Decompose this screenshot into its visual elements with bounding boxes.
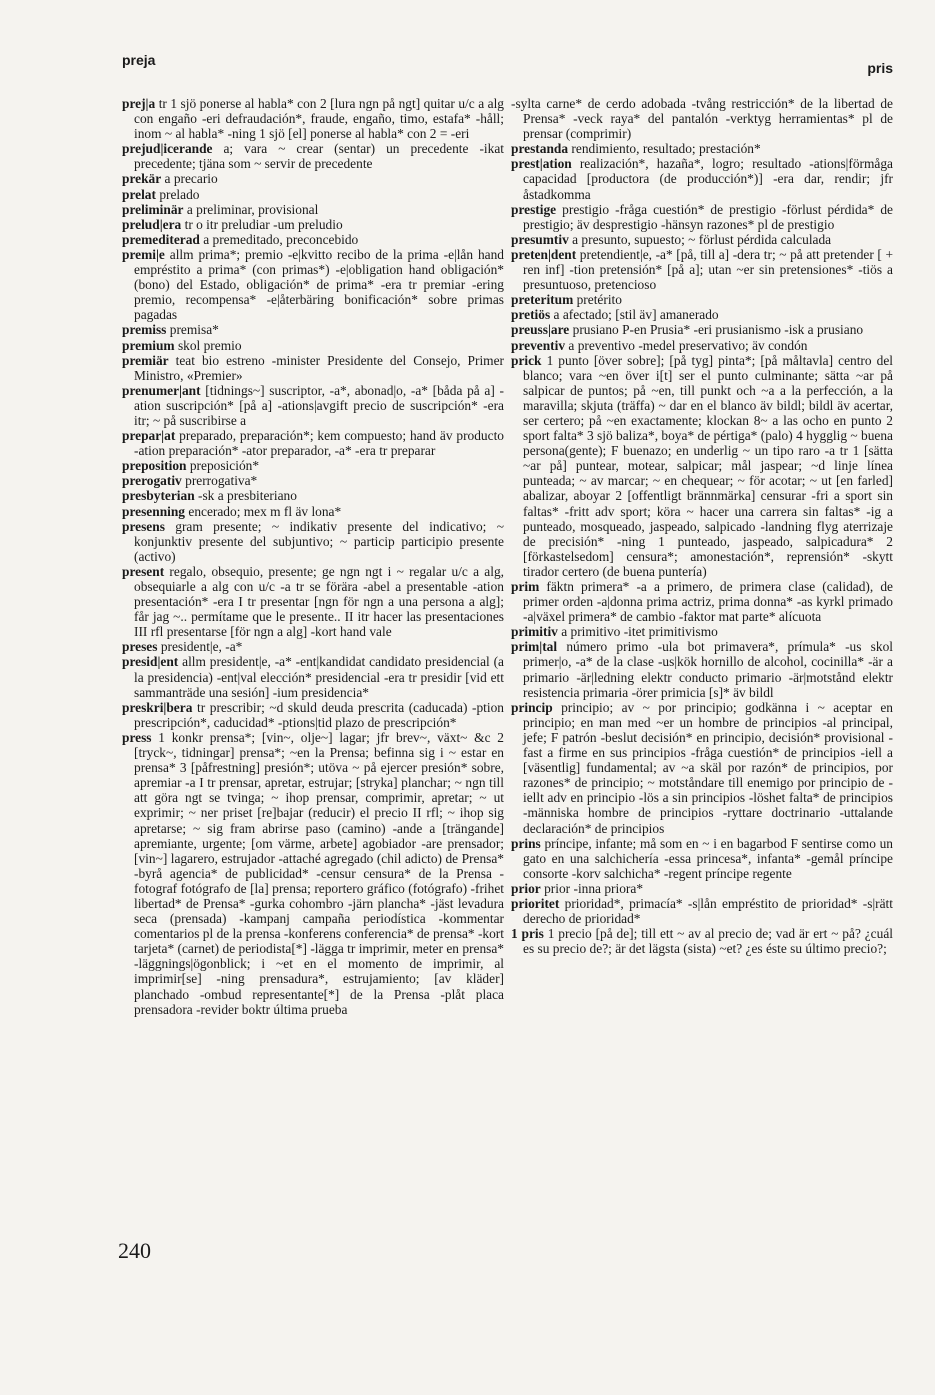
definition: 1 precio [på de]; till ett ~ av al precio de; vad är ert ~ på? ¿cuál es su precio de?; är det lägsta (sista) ~et? ¿es éste su último precio?; (523, 926, 893, 957)
headword: prestanda (511, 141, 569, 157)
dictionary-entry (511, 96, 893, 141)
dictionary-entry (511, 353, 893, 579)
definition: [tidnings~] suscriptor, -a*, abonad|o, -a* [båda på a] -ation suscripción* [på a] -ations|avgift precio de suscripción* -era itr; ~ på suscribirse a (134, 382, 504, 428)
definition: a preventivo -medel preservativo; äv condón (568, 337, 808, 353)
headword: prejud|icerande (122, 141, 213, 157)
headword: prim (511, 579, 540, 594)
dictionary-entry (122, 639, 504, 654)
headword: prej|a (122, 96, 156, 111)
headword: prestige (511, 201, 557, 217)
dictionary-entry (122, 322, 504, 337)
dictionary-entry (122, 338, 504, 353)
headword: premiär (122, 352, 169, 368)
definition: a premeditado, preconcebido (203, 231, 359, 247)
definition: -sylta carne* de cerdo adobada -tvång restricción* de la libertad de Prensa* -veck raya* del pantalón -verktyg herramientas* pl de prensar (comprimir) (511, 96, 893, 142)
dictionary-entry (122, 654, 504, 699)
definition: principio; av ~ por principio; godkänna i ~ aceptar en principio; en man med ~er un hombre de principios -al principal, jefe; F patrón -beslut decisión* en principio, decisión* provisional -fast a firme en sus principios -fråga cuestión* de principios -iell a [väsentlig] fundamental; av ~a skäl por razón* de principios, por razones* de principio; ~ motståndare till enemigo por principio de -iellt adv en principio -lös a sin principios -löshet falta* de principios -människa hombre de principios -ryttare doctrinario -uttalande declaración* de principios (523, 699, 893, 836)
dictionary-entry (122, 232, 504, 247)
headword: 1 pris (511, 926, 544, 942)
definition: a primitivo -itet primitivismo (561, 624, 718, 640)
headword: prerogativ (122, 473, 182, 489)
headword: primitiv (511, 624, 558, 640)
dictionary-entry (122, 700, 504, 730)
dictionary-entry (511, 624, 893, 639)
dictionary-entry (511, 836, 893, 881)
dictionary-entry (511, 926, 893, 956)
headword: preteritum (511, 292, 574, 308)
running-head-left: preja (122, 52, 156, 68)
headword: presumtiv (511, 231, 569, 247)
definition: president|e, -a* (160, 639, 243, 655)
dictionary-entry (122, 96, 504, 141)
definition: tr o itr preludiar -um preludio (184, 216, 343, 232)
dictionary-entry (122, 247, 504, 322)
headword: prins (511, 835, 541, 851)
headword: prior (511, 880, 541, 896)
definition: encerado; mex m fl äv lona* (188, 503, 342, 519)
headword: presens (122, 518, 165, 534)
dictionary-entry (122, 217, 504, 232)
headword: pretiös (511, 307, 551, 323)
headword: preuss|are (511, 322, 570, 338)
definition: allm president|e, -a* -ent|kandidat candidato presidencial (a la presidencia) -ent|val elección* presidencial -era tr presidir [vid ett sammanträde una sesión] -ium presidencia* (134, 654, 504, 700)
definition: prioridad*, primacía* -s|lån empréstito de prioridad* -s|rätt derecho de prioridad* (523, 895, 893, 927)
headword: premi|e (122, 246, 165, 262)
definition: a precario (164, 171, 218, 187)
definition: allm prima*; premio -e|kvitto recibo de la prima -e|lån hand empréstito a prima* (con primas*) -e|obligation hand obligación* (bono) del Estado, obligación* de prima* -era tr premiar -ering premio, recompensa* -e|återbäring bonificación* sobre primas pagadas (134, 246, 504, 323)
headword: prelud|era (122, 216, 182, 232)
dictionary-entry (122, 353, 504, 383)
headword: preliminär (122, 201, 184, 217)
dictionary-entry (122, 202, 504, 217)
definition: pretendient|e, -a* [på, till a] -dera tr; ~ på att pretender [ + ren inf] -tion pretensión* [på a]; utan ~er sin pretensiones* -tiös a presuntuoso, pretencioso (523, 246, 894, 293)
dictionary-entry (511, 700, 893, 836)
dictionary-entry (122, 504, 504, 519)
definition: premisa* (169, 322, 219, 338)
dictionary-entry (122, 383, 504, 428)
headword: prenumer|ant (122, 382, 201, 398)
definition: prior -inna priora* (544, 880, 644, 896)
definition: prusiano P-en Prusia* -eri prusianismo -isk a prusiano (572, 322, 864, 338)
definition: prelado (159, 186, 200, 202)
definition: preparado, preparación*; kem compuesto; hand äv producto -ation preparación* -ator preparador, -a* -era tr preparar (134, 428, 504, 459)
headword: premediterad (122, 231, 200, 247)
definition: 1 konkr prensa*; [vin~, olje~] lagar; jfr brev~, växt~ &c 2 [tryck~, tidningar] prensa*; ~en la Prensa; befinna sig i ~ estar en prensa* 3 [påfrestning] presión*; utöva ~ på ejercer presión* sobre, apremiar -a I tr prensar, apretar, estrujar; [stryka] planchar; ~ ngn till att göra ngt se tvinga; ~ ihop prensar, comprimir, apretar; ~ ut exprimir; ~ ner priset [re]bajar (reducir) el precio II rfl; ~ ihop sig apretarse; ~ sig fram abrirse paso (camino) -ande a [trängande] apremiante, urgente; [om värme, arbete] agobiador -are prensador; [vin~] lagarero, estrujador -attaché agregado (chil adicto) de Prensa* -byrå agencia* de publicidad* -censur censura* de la Prensa -fotograf fotógrafo de [la] prensa; reportero gráfico (fotógrafo) -frihet libertad* de Prensa* -gurka cohombro -järn plancha* -jäst levadura seca (prensada) -kampanj campaña periodística -kommentar comentarios pl de la prensa -konferens conferencia* de prensa* -kort tarjeta* (carnet) de periodista[*] -lägga tr imprimir, meter en prensa* -läggnings|ögonblick; i ~et en el momento de imprimir, al imprimir[se] -ning prensadura*, estrujamiento; [av kläder] planchado -ombud representante[*] de la Prensa -plåt placa prensadora -revider boktr última prueba (134, 729, 504, 1017)
headword: prest|ation (511, 156, 572, 172)
dictionary-entry (511, 639, 893, 699)
definition: skol premio (177, 337, 242, 353)
headword: prim|tal (511, 639, 558, 655)
headword: premium (122, 337, 175, 353)
definition: número primo -ula bot primavera*, prímula* -us skol primer|o, -a* de la clase -us|kök hornillo de alcohol, cocinilla* -är a primario -är|ledning elektr conducto primario -är|motstånd elektr resistencia primaria -örer primicia [s]* äv bildl (523, 639, 893, 700)
dictionary-entry (122, 428, 504, 458)
dictionary-entry (511, 141, 893, 156)
dictionary-entry (122, 187, 504, 202)
dictionary-entry (511, 202, 893, 232)
definition: gram presente; ~ indikativ presente del indicativo; ~ konjunktiv presente del subjuntivo; ~ particip participio presente (activo) (134, 518, 504, 564)
right-column (511, 96, 893, 956)
dictionary-entry (122, 564, 504, 639)
dictionary-entry (511, 881, 893, 896)
definition: a preliminar, provisional (186, 201, 319, 217)
definition: preposición* (189, 458, 260, 474)
dictionary-entry (122, 473, 504, 488)
headword: preten|dent (511, 246, 577, 262)
headword: presbyterian (122, 488, 195, 504)
definition: tr 1 sjö ponerse al habla* con 2 [lura ngn på ngt] quitar u/c a alg con engaño -eri defraudación*, fraude, engaño, timo, estafa* -håll; inom ~ al habla* -ning 1 sjö [el] ponerse al habla* con 2 = -eri (134, 96, 504, 142)
headword: presid|ent (122, 654, 179, 670)
definition: a; vara ~ crear (sentar) un precedente -ikat precedente; tjäna som ~ servir de precedente (134, 141, 504, 172)
definition: rendimiento, resultado; prestación* (571, 141, 761, 157)
headword: prekär (122, 171, 162, 187)
headword: preskri|bera (122, 699, 193, 715)
headword: preposition (122, 458, 187, 474)
dictionary-entry (511, 322, 893, 337)
left-column (122, 96, 504, 1017)
dictionary-entry (122, 519, 504, 564)
dictionary-entry (511, 338, 893, 353)
dictionary-entry (122, 141, 504, 171)
page-number: 240 (118, 1238, 151, 1263)
definition: a presunto, supuesto; ~ förlust pérdida calculada (572, 231, 832, 247)
headword: preventiv (511, 337, 566, 353)
definition: regalo, obsequio, presente; ge ngn ngt i ~ regalar u/c a alg, obsequiarle a alg con u/c -a tr se förära -abel a presentable -ation presentación* -era I tr presentar [ngn för ngn a una persona a alg]; får jag ~.. permítame que le presente.. II itr hacer las presentaciones III rfl presentarse [för ngn a alg] -kort hand vale (134, 563, 504, 640)
running-head-right: pris (867, 60, 893, 76)
headword: presenning (122, 503, 186, 519)
headword: prelat (122, 186, 156, 202)
headword: press (122, 729, 152, 745)
dictionary-entry (122, 171, 504, 186)
dictionary-entry (122, 458, 504, 473)
dictionary-entry (511, 896, 893, 926)
definition: pretérito (576, 292, 622, 308)
dictionary-entry (122, 730, 504, 1017)
dictionary-entry (511, 232, 893, 247)
definition: prestigio -fråga cuestión* de prestigio -förlust pérdida* de prestigio; äv desprestigio -hänsyn razones* pl de prestigio (523, 201, 893, 232)
definition: a afectado; [stil äv] amanerado (553, 307, 719, 323)
headword: prioritet (511, 895, 560, 911)
definition: realización*, hazaña*, logro; resultado -ations|förmåga capacidad [productora (de producción*)] -era dar, rendir; jfr åstadkomma (523, 156, 893, 202)
definition: -sk a presbiteriano (198, 488, 297, 504)
headword: princip (511, 699, 553, 715)
headword: present (122, 563, 165, 579)
headword: prepar|at (122, 428, 176, 444)
definition: 1 punto [över sobre]; [på tyg] pinta*; [på måltavla] centro del blanco; vara ~en över i[t] ser el punto culminante; sätta ~ar på salpicar de puntos; på ~en, till punkt och ~a a la perfección, a la maravilla; skjuta (träffa) ~ dar en el blanco äv bildl; bildl äv acertar, ser certero; på ~en exactamente; klockan 8~ a las ocho en punto 2 sport falta* 3 sjö baliza*, boya* de pértiga* (palo) 4 hygglig ~ buena persona(gente); F buenazo; en underlig ~ un tipo raro -a tr 1 [sätta ~ar på] puntear, motear, salpicar; mål jaspear; ~d linje línea punteada; ~ av marcar; ~ en chequear; ~ för acotar; ~ ut [en farled] abalizar, aboyar 2 [offentligt brännmärka] censurar -fri a sport sin faltas* -fritt adv sport; köra ~ hacer una carrera sin faltas* -ig a punteado, mosqueado, jaspeado, salpicado -landning flyg aterrizaje de precisión* -ning 1 punteado, jaspeado, salpicadura* 2 [förkastelsedom] censura*; amonestación*, reprensión* -skytt tirador certero (de buena puntería) (523, 352, 893, 579)
headword: premiss (122, 322, 167, 338)
dictionary-entry (511, 307, 893, 322)
definition: príncipe, infante; må som en ~ i en bagarbod F sentirse como un gato en una salchichería -essa princesa*, infanta* -gemål príncipe consorte -korv salchicha* -regent príncipe regente (523, 835, 893, 881)
definition: fäktn primera* -a a primero, de primera clase (calidad), de primer orden -a|donna prima actriz, prima donna* -as kyrkl primado -a|växel primera* de cambio -faktor mat parte* alícuota (523, 579, 893, 625)
dictionary-entry (511, 156, 893, 201)
headword: preses (122, 639, 158, 655)
dictionary-entry (511, 247, 893, 292)
dictionary-entry (511, 579, 893, 624)
definition: tr prescribir; ~d skuld deuda prescrita (caducada) -ption prescripción*, caducidad* -ptions|tid plazo de prescripción* (134, 699, 505, 730)
dictionary-entry (122, 488, 504, 503)
definition: teat bio estreno -minister Presidente del Consejo, Primer Ministro, «Premier» (134, 352, 504, 383)
headword: prick (511, 352, 542, 368)
definition: prerrogativa* (185, 473, 258, 489)
dictionary-entry (511, 292, 893, 307)
